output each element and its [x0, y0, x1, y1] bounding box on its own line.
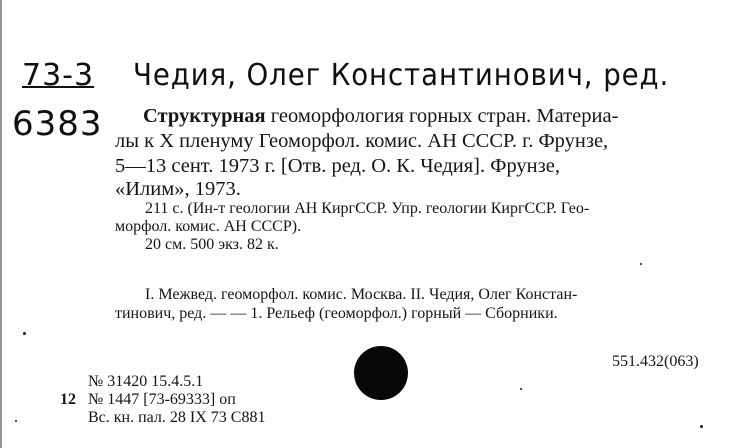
punch-hole — [354, 346, 408, 400]
registry-line-2 — [60, 390, 236, 410]
classification-number: 551.432(063) — [612, 353, 699, 370]
speck — [23, 332, 26, 335]
speck — [640, 263, 642, 265]
title-rest: геоморфология горных стран. Материа- — [270, 105, 619, 127]
physical-line-2: морфол. комис. АН СССР). — [115, 218, 302, 235]
call-number-bottom: 6383 — [12, 104, 103, 144]
author-handwritten: Чедия, Олег Константинович, ред. — [133, 58, 670, 93]
registry-line-3: Вс. кн. пал. 28 IX 73 С881 — [88, 409, 266, 426]
subjects-line-1: I. Межвед. геоморфол. комис. Москва. II. Чедия, Олег Констан- — [145, 286, 578, 303]
speck — [520, 388, 522, 390]
registry-number: № 1447 [73-69333] оп — [88, 391, 236, 408]
body-line-2: лы к X пленуму Геоморфол. комис. АН СССР. г. Фрунзе, — [115, 130, 609, 152]
speck — [15, 420, 17, 422]
title-bold: Структурная — [143, 105, 266, 127]
card-edge — [0, 0, 2, 448]
body-line-4: «Илим», 1973. — [115, 178, 241, 200]
subjects-line-2: тинович, ред. — — 1. Рельеф (геоморфол.) горный — Сборники. — [115, 305, 558, 322]
physical-line-1: 211 с. (Ин-т геологии АН КиргССР. Упр. геологии КиргССР. Гео- — [145, 200, 590, 217]
registry-line-1: № 31420 15.4.5.1 — [88, 373, 204, 390]
registry-prefix: 12 — [60, 391, 76, 408]
physical-line-3: 20 см. 500 экз. 82 к. — [145, 236, 279, 253]
call-number-top: 73-3 — [22, 58, 95, 93]
speck — [700, 425, 703, 428]
title-line — [143, 104, 618, 128]
body-line-3: 5—13 сент. 1973 г. [Отв. ред. О. К. Чедия]. Фрунзе, — [115, 155, 560, 177]
